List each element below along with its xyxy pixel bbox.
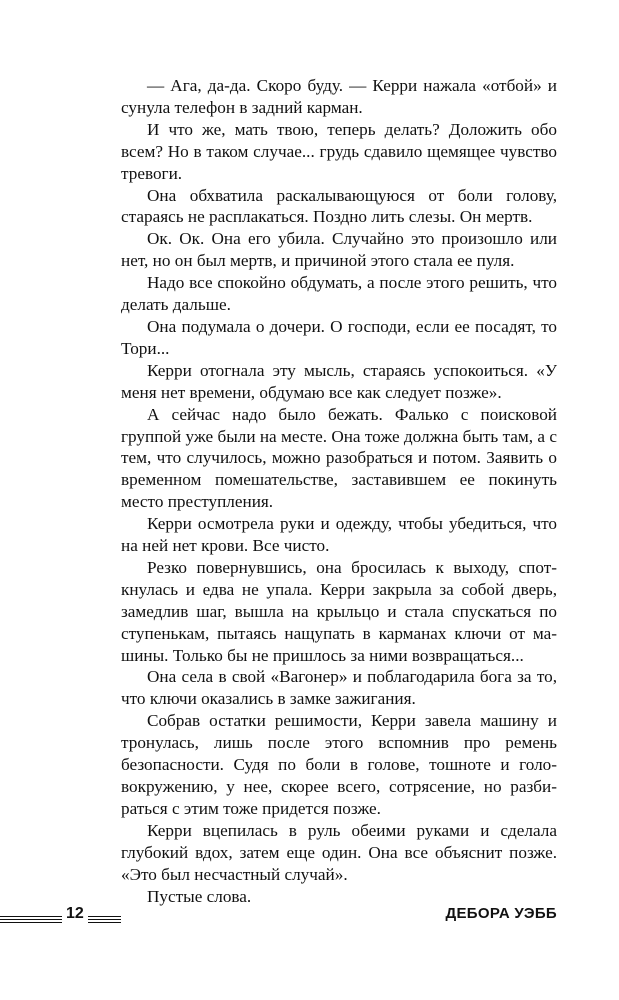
running-head-author: ДЕБОРА УЭББ (445, 905, 557, 922)
page-number: 12 (62, 905, 88, 923)
paragraph: Она села в свой «Вагонер» и поблагодарила бога за то, что ключи оказались в замке зажигания. (121, 667, 557, 709)
body-text (121, 75, 557, 907)
paragraph: Керри осмотрела руки и одежду, чтобы убедиться, что на ней нет крови. Все чисто. (121, 514, 557, 556)
folio-rule (0, 922, 121, 923)
page-footer (0, 905, 619, 925)
folio-rule (0, 919, 121, 920)
paragraph: Ок. Ок. Она его убила. Случайно это произошло или нет, но он был мертв, и причиной этого стала ее пуля. (121, 229, 557, 271)
paragraph: Надо все спокойно обдумать, а после этого решить, что делать дальше. (121, 273, 557, 315)
paragraph: Керри вцепилась в руль обеими руками и сделала глубокий вдох, затем еще один. Она все объяснит позже. «Это был несчастный случай». (121, 820, 557, 884)
paragraph: Она подумала о дочери. О господи, если ее посадят, то Тори... (121, 316, 557, 358)
paragraph: А сейчас надо было бежать. Фалько с поисковой группой уже были на месте. Она тоже должна быть там, а с тем, что случилось, можно разобраться и потом. Заявить о временном помешательстве, заставившем ее покинуть место преступления. (121, 404, 557, 512)
paragraph: — Ага, да-да. Скоро буду. — Керри нажала «отбой» и сунула телефон в задний карман. (121, 76, 557, 117)
paragraph: Пустые слова. (147, 886, 252, 906)
paragraph: Резко повернувшись, она бросилась к выходу, споткнулась и едва не упала. Керри закрыла за собой дверь, замедлив шаг, вышла на крыльцо и стала спускаться по ступенькам, пытаясь нащупать в карманах ключи от машины. Только бы не пришлось за ними возвращаться... (121, 557, 557, 665)
paragraph: И что же, мать твою, теперь делать? Доложить обо всем? Но в таком случае... грудь сдавило щемящее чувство тревоги. (121, 119, 557, 183)
folio-rule (0, 916, 121, 917)
paragraph: Керри отогнала эту мысль, стараясь успокоиться. «У меня нет времени, обдумаю все как следует позже». (121, 360, 557, 402)
paragraph: Она обхватила раскалывающуюся от боли голову, стараясь не расплакаться. Поздно лить слезы. Он мертв. (121, 185, 557, 227)
paragraph: Собрав остатки решимости, Керри завела машину и тронулась, лишь после этого вспомнив про ремень безопасности. Судя по боли в голове, тошноте и головокружению, у нее, скорее всего, сотрясение, но разбираться с этим тоже придется позже. (121, 711, 557, 818)
